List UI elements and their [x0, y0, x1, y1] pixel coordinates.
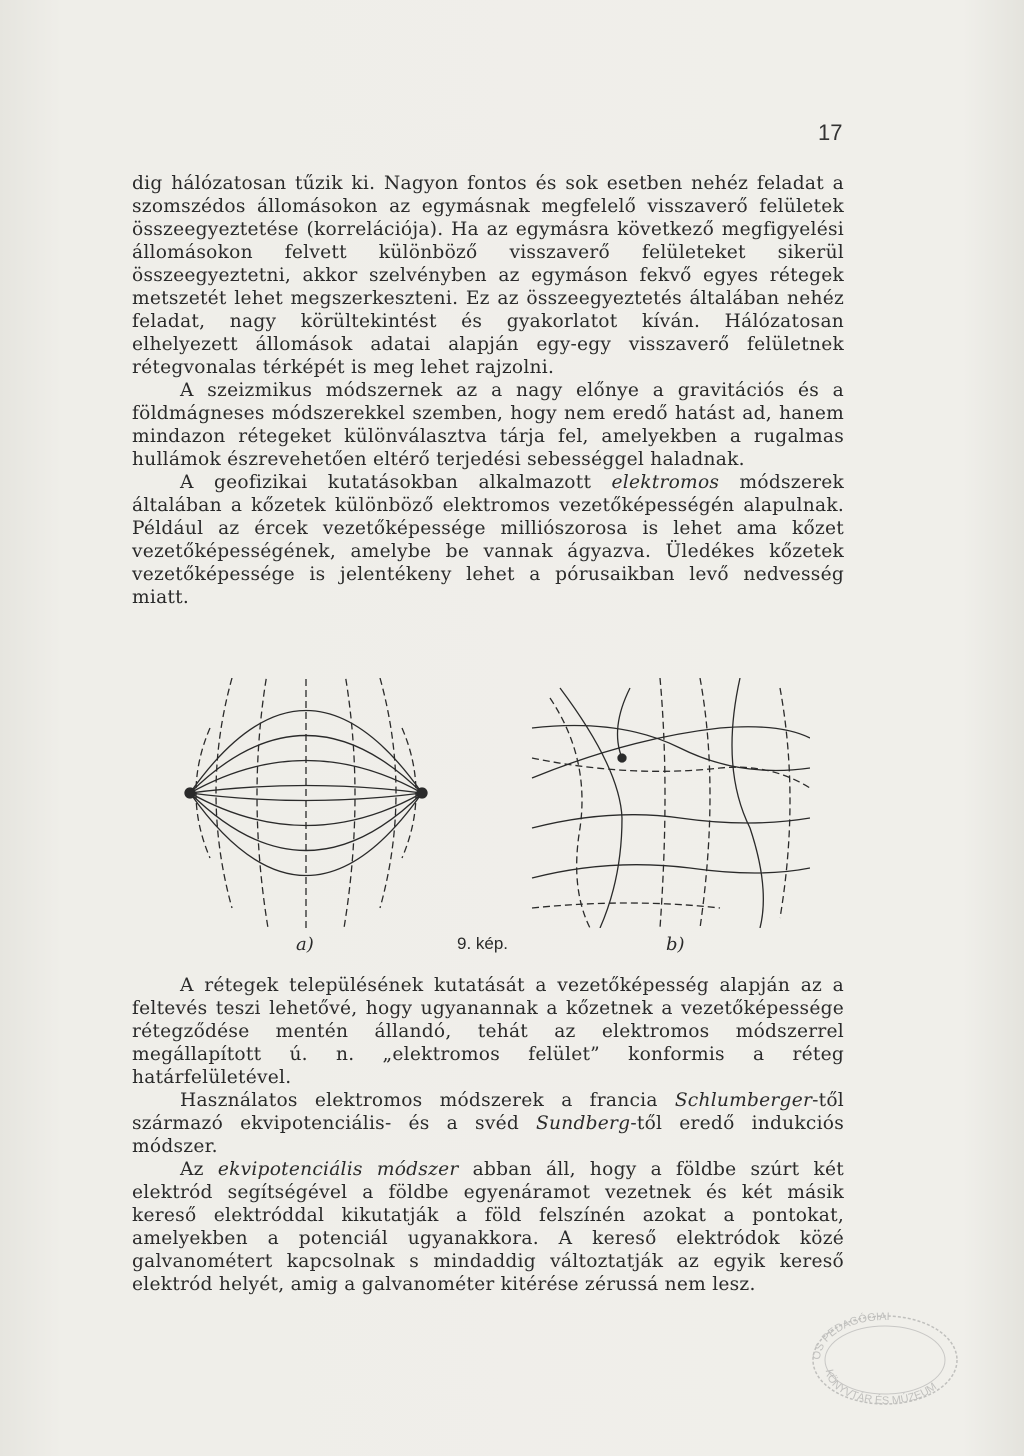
bottom-text-block [132, 974, 844, 1296]
name-sundberg: Sundberg [536, 1113, 631, 1134]
page-number: 17 [818, 120, 843, 145]
figure-9 [160, 668, 820, 958]
paragraph-6-start: Az [180, 1159, 218, 1180]
figure-label-a: a) [296, 934, 314, 955]
top-text-block [132, 172, 844, 609]
svg-text:KÖNYVTÁR ÉS MÚZEUM: KÖNYVTÁR ÉS MÚZEUM [822, 1368, 940, 1408]
paragraph-3-start: A geofizikai kutatásokban alkalmazott [180, 472, 612, 493]
figure-caption: 9. kép. [457, 934, 509, 953]
paragraph-5 [132, 1089, 844, 1158]
paragraph-5-a: Használatos elektromos módszerek a francia [180, 1090, 675, 1111]
stamp-seal-icon [790, 1300, 960, 1410]
paragraph-5-b: -től származó ekvipotenciális- és a svéd [132, 1090, 844, 1134]
diagram-a [185, 668, 427, 928]
library-stamp [790, 1300, 960, 1410]
name-schlumberger: Schlumberger [674, 1090, 813, 1111]
svg-text:OS PEDAGÓGIAI: OS PEDAGÓGIAI [810, 1310, 890, 1361]
paragraph-6 [132, 1158, 844, 1296]
paragraph-5-c: -től eredő indukciós módszer. [132, 1113, 844, 1157]
paragraph-4: A rétegek településének kutatását a vezetőképesség alapján az a feltevés teszi lehetővé, hogy ugyanannak a kőzetnek a vezetőképessége rétegződése mentén állandó, tehát az elektromos módszerrel megállapított ú. n. „elektromos felület” konformis a réteg határfelületével. [132, 975, 844, 1088]
paragraph-2: A szeizmikus módszernek az a nagy előnye a gravitációs és a földmágneses módszerekkel szemben, hogy nem eredő hatást ad, hanem mindazon rétegeket különválasztva tárja fel, amelyekben a rugalmas hullámok észrevehetően eltérő terjedési sebességgel haladnak. [132, 380, 844, 470]
paragraph-3 [132, 471, 844, 609]
figure-label-b: b) [666, 934, 685, 955]
term-ekvipotencialis: ekvipotenciális módszer [217, 1159, 459, 1180]
field-line-diagram [160, 668, 820, 928]
diagram-b [532, 678, 810, 928]
paragraph-3-rest: módszerek általában a kőzetek különböző elektromos vezetőképességén alapulnak. Például az ércek vezetőképessége milliószorosa is lehet ama kőzet vezetőképességének, amelybe be vannak ágyazva. Üledékes kőzetek vezetőképessége is jelentékeny lehet a pórusaikban levő nedvesség miatt. [132, 472, 844, 608]
term-elektromos: elektromos [611, 472, 720, 493]
paragraph-6-rest: abban áll, hogy a földbe szúrt két elektród segítségével a földbe egyenáramot vezetnek és két másik kereső elektróddal kikutatják a föld felszínén azokat a pontokat, amelyekben a potenciál ugyanakkora. A kereső elektródok közé galvanométert kapcsolnak s mindaddig változtatják az egyik kereső elektród helyét, amig a galvanométer kitérése zérussá nem lesz. [132, 1159, 844, 1295]
paragraph-1: dig hálózatosan tűzik ki. Nagyon fontos és sok esetben nehéz feladat a szomszédos állomásokon az egymásnak megfelelő visszaverő felületek összeegyeztetése (korrelációja). Ha az egymásra következő megfigyelési állomásokon felvett különböző visszaverő felületeket sikerül összeegyeztetni, akkor szelvényben az egymáson fekvő egyes rétegek metszetét lehet megszerkeszteni. Ez az összeegyeztetés általában nehéz feladat, nagy körültekintést és gyakorlatot kíván. Hálózatosan elhelyezett állomások adatai alapján egy-egy visszaverő felületnek rétegvonalas térképét is meg lehet rajzolni. [132, 173, 844, 378]
